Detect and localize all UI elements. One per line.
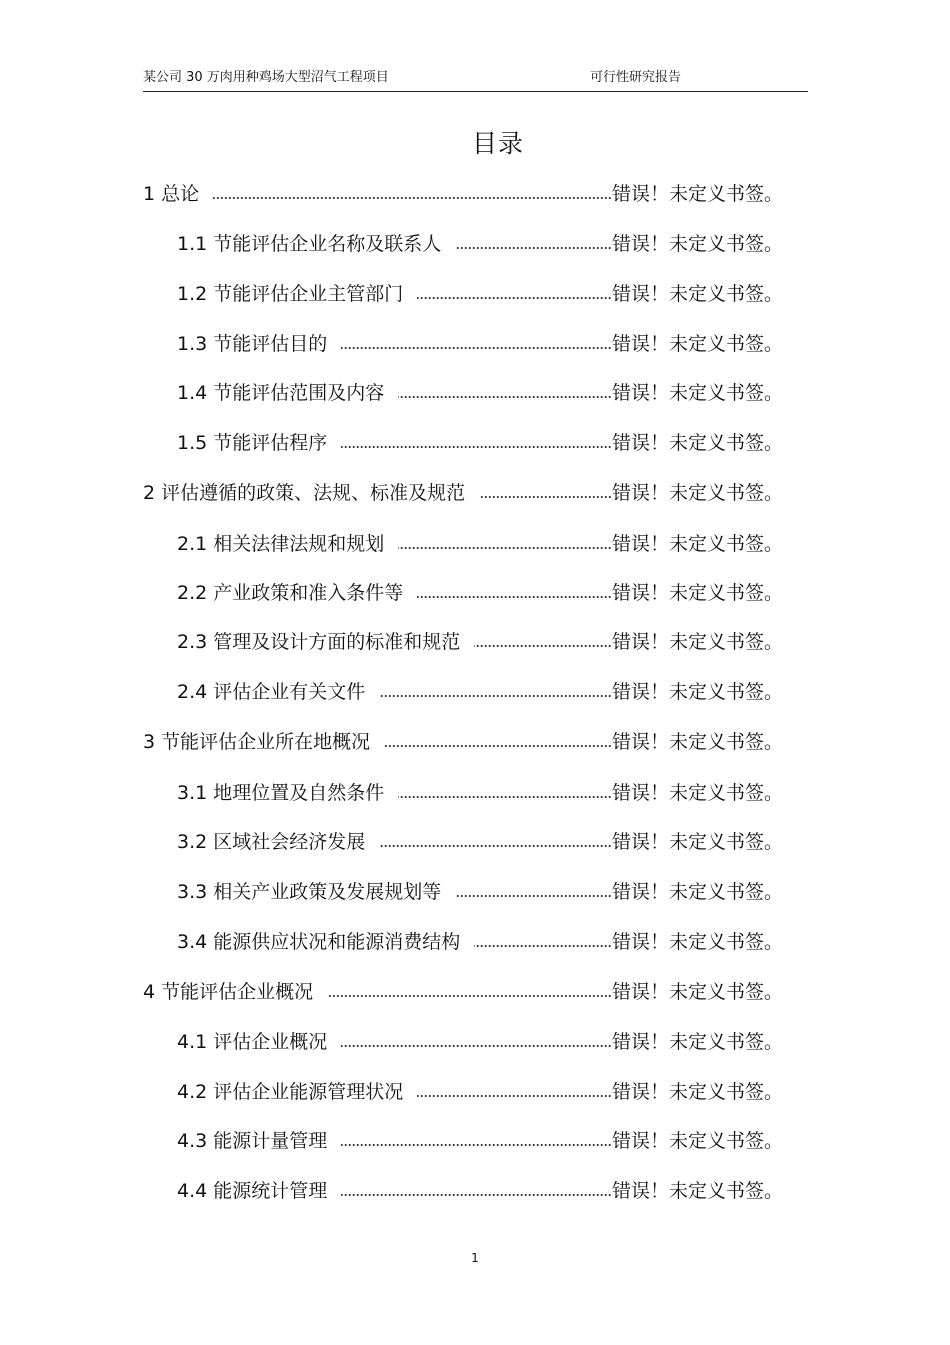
- toc-entry-page-ref: 错误！未定义书签。: [611, 680, 783, 703]
- toc-entry-page-ref: 错误！未定义书签。: [611, 1080, 783, 1103]
- toc-entry-label: 4.3 能源计量管理: [177, 1129, 328, 1152]
- toc-dot-leader: [341, 347, 612, 349]
- toc-dot-leader: [417, 297, 612, 299]
- toc-dot-leader: [379, 845, 612, 847]
- toc-entry-label: 3.3 相关产业政策及发展规划等: [177, 880, 442, 903]
- toc-entry[interactable]: [143, 973, 783, 1007]
- toc-entry[interactable]: [177, 574, 783, 608]
- toc-entry[interactable]: [177, 673, 783, 707]
- toc-dot-leader: [341, 446, 612, 448]
- toc-entry[interactable]: [177, 823, 783, 857]
- toc-title: 目录: [471, 129, 524, 158]
- toc-entry-label: 1.1 节能评估企业名称及联系人: [177, 232, 442, 255]
- header-report-type: 可行性研究报告: [590, 70, 682, 85]
- toc-dot-leader: [384, 745, 612, 747]
- toc-entry-page-ref: 错误！未定义书签。: [611, 730, 783, 753]
- toc-dot-leader: [474, 645, 612, 647]
- toc-entry-page-ref: 错误！未定义书签。: [611, 930, 783, 953]
- header-divider: [143, 91, 808, 92]
- toc-entry[interactable]: [177, 623, 783, 657]
- toc-entry-label: 1.4 节能评估范围及内容: [177, 381, 385, 404]
- toc-entry[interactable]: [177, 424, 783, 458]
- toc-entry[interactable]: [177, 325, 783, 359]
- toc-entry-page-ref: 错误！未定义书签。: [611, 182, 783, 205]
- toc-entry-page-ref: 错误！未定义书签。: [611, 481, 783, 504]
- toc-dot-leader: [327, 995, 612, 997]
- toc-dot-leader: [474, 945, 612, 947]
- toc-entry[interactable]: [177, 1073, 783, 1107]
- toc-entry[interactable]: [177, 525, 783, 559]
- toc-entry-page-ref: 错误！未定义书签。: [611, 532, 783, 555]
- toc-entry[interactable]: [177, 275, 783, 309]
- toc-entry-label: 4.2 评估企业能源管理状况: [177, 1080, 404, 1103]
- toc-dot-leader: [455, 895, 612, 897]
- toc-dot-leader: [341, 1045, 612, 1047]
- toc-entry-page-ref: 错误！未定义书签。: [611, 781, 783, 804]
- toc-entry[interactable]: [177, 1172, 783, 1206]
- toc-entry[interactable]: [177, 225, 783, 259]
- toc-entry-label: 1.5 节能评估程序: [177, 431, 328, 454]
- toc-entry-page-ref: 错误！未定义书签。: [611, 332, 783, 355]
- toc-dot-leader: [341, 1194, 612, 1196]
- toc-entry[interactable]: [177, 774, 783, 808]
- toc-entry[interactable]: [143, 474, 783, 508]
- header-document-title: 某公司 30 万肉用种鸡场大型沼气工程项目: [143, 70, 389, 85]
- toc-dot-leader: [417, 596, 612, 598]
- page-number: 1: [471, 1251, 479, 1265]
- toc-entry-page-ref: 错误！未定义书签。: [611, 232, 783, 255]
- toc-dot-leader: [213, 197, 612, 199]
- toc-entry-page-ref: 错误！未定义书签。: [611, 630, 783, 653]
- toc-entry-page-ref: 错误！未定义书签。: [611, 830, 783, 853]
- toc-entry-label: 2.2 产业政策和准入条件等: [177, 581, 404, 604]
- toc-entry[interactable]: [177, 374, 783, 408]
- toc-entry-label: 3.2 区域社会经济发展: [177, 830, 366, 853]
- toc-entry[interactable]: [143, 723, 783, 757]
- toc-entry[interactable]: [177, 1023, 783, 1057]
- toc-entry-label: 1 总论: [143, 182, 200, 205]
- toc-dot-leader: [341, 1144, 612, 1146]
- toc-entry[interactable]: [143, 175, 783, 209]
- toc-entry-page-ref: 错误！未定义书签。: [611, 1179, 783, 1202]
- toc-entry[interactable]: [177, 923, 783, 957]
- toc-dot-leader: [455, 247, 612, 249]
- toc-entry-label: 4 节能评估企业概况: [143, 980, 314, 1003]
- toc-entry-page-ref: 错误！未定义书签。: [611, 581, 783, 604]
- toc-entry-label: 2.4 评估企业有关文件: [177, 680, 366, 703]
- toc-entry-page-ref: 错误！未定义书签。: [611, 381, 783, 404]
- toc-entry-label: 2 评估遵循的政策、法规、标准及规范: [143, 481, 466, 504]
- toc-entry-label: 3.4 能源供应状况和能源消费结构: [177, 930, 461, 953]
- toc-entry-page-ref: 错误！未定义书签。: [611, 1129, 783, 1152]
- toc-dot-leader: [417, 1095, 612, 1097]
- toc-entry-label: 4.4 能源统计管理: [177, 1179, 328, 1202]
- toc-dot-leader: [398, 796, 612, 798]
- toc-entry-label: 3 节能评估企业所在地概况: [143, 730, 371, 753]
- toc-entry-page-ref: 错误！未定义书签。: [611, 880, 783, 903]
- toc-entry-page-ref: 错误！未定义书签。: [611, 980, 783, 1003]
- toc-entry-label: 3.1 地理位置及自然条件: [177, 781, 385, 804]
- toc-dot-leader: [379, 695, 612, 697]
- toc-entry-label: 4.1 评估企业概况: [177, 1030, 328, 1053]
- toc-dot-leader: [398, 547, 612, 549]
- toc-entry-label: 1.2 节能评估企业主管部门: [177, 282, 404, 305]
- toc-dot-leader: [398, 396, 612, 398]
- toc-entry-label: 1.3 节能评估目的: [177, 332, 328, 355]
- toc-entry-label: 2.1 相关法律法规和规划: [177, 532, 385, 555]
- toc-entry-page-ref: 错误！未定义书签。: [611, 282, 783, 305]
- toc-entry-page-ref: 错误！未定义书签。: [611, 1030, 783, 1053]
- toc-entry[interactable]: [177, 873, 783, 907]
- toc-entry-page-ref: 错误！未定义书签。: [611, 431, 783, 454]
- toc-entry-label: 2.3 管理及设计方面的标准和规范: [177, 630, 461, 653]
- toc-dot-leader: [479, 496, 612, 498]
- toc-entry[interactable]: [177, 1122, 783, 1156]
